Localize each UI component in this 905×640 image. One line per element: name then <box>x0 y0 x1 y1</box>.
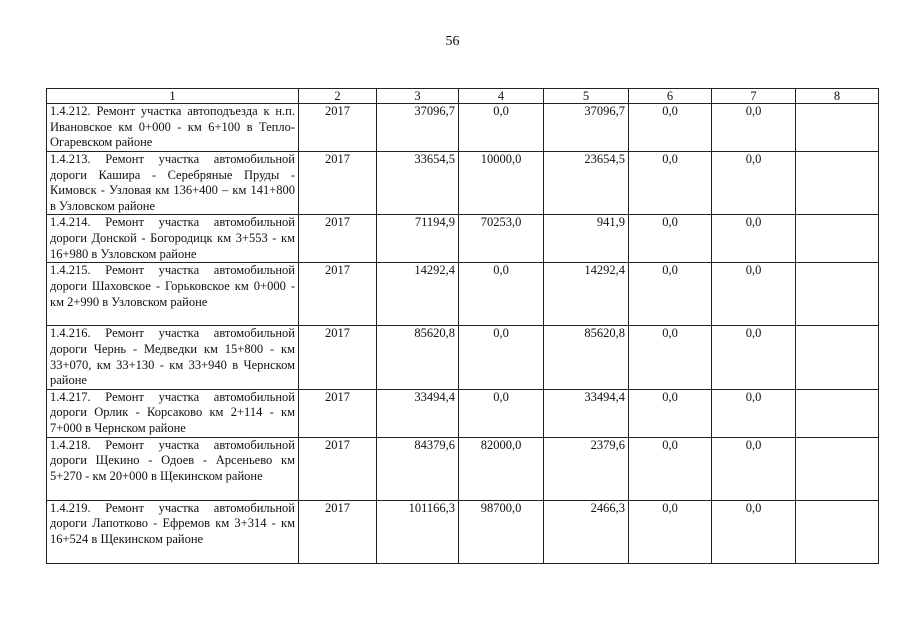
row-col-3: 33494,4 <box>377 389 459 437</box>
row-col-6: 0,0 <box>629 437 712 500</box>
row-description: 1.4.214. Ремонт участка автомобильной дороги Донской - Богородицк км 3+553 - км 16+980 в Узловском районе <box>47 215 299 263</box>
row-col-6: 0,0 <box>629 263 712 326</box>
row-col-8 <box>796 104 879 152</box>
row-description: 1.4.215. Ремонт участка автомобильной дороги Шаховское - Горьковское км 0+000 - км 2+990 в Узловском районе <box>47 263 299 326</box>
table-row <box>47 389 879 437</box>
row-year: 2017 <box>299 326 377 389</box>
row-year: 2017 <box>299 215 377 263</box>
row-col-7: 0,0 <box>712 389 796 437</box>
table-row <box>47 500 879 563</box>
row-col-3: 101166,3 <box>377 500 459 563</box>
row-col-8 <box>796 500 879 563</box>
table-row <box>47 326 879 389</box>
row-col-7: 0,0 <box>712 263 796 326</box>
row-col-4: 0,0 <box>459 389 544 437</box>
row-col-3: 84379,6 <box>377 437 459 500</box>
column-header: 8 <box>796 89 879 104</box>
page-number: 56 <box>445 34 460 49</box>
column-header: 3 <box>377 89 459 104</box>
table-header-row <box>47 89 879 104</box>
row-col-3: 85620,8 <box>377 326 459 389</box>
row-col-5: 2379,6 <box>544 437 629 500</box>
row-col-3: 14292,4 <box>377 263 459 326</box>
row-col-8 <box>796 263 879 326</box>
column-header: 7 <box>712 89 796 104</box>
row-description: 1.4.219. Ремонт участка автомобильной дороги Лапотково - Ефремов км 3+314 - км 16+524 в Щекинском районе <box>47 500 299 563</box>
row-year: 2017 <box>299 500 377 563</box>
row-col-8 <box>796 215 879 263</box>
column-header: 6 <box>629 89 712 104</box>
table-row <box>47 152 879 215</box>
row-col-6: 0,0 <box>629 215 712 263</box>
table-row <box>47 263 879 326</box>
column-header: 4 <box>459 89 544 104</box>
row-year: 2017 <box>299 104 377 152</box>
row-col-4: 0,0 <box>459 263 544 326</box>
row-col-4: 0,0 <box>459 104 544 152</box>
row-col-8 <box>796 389 879 437</box>
row-col-5: 33494,4 <box>544 389 629 437</box>
row-col-4: 0,0 <box>459 326 544 389</box>
column-header: 1 <box>47 89 299 104</box>
table-row <box>47 215 879 263</box>
row-col-6: 0,0 <box>629 104 712 152</box>
row-description: 1.4.218. Ремонт участка автомобильной дороги Щекино - Одоев - Арсеньево км 5+270 - км 20+000 в Щекинском районе <box>47 437 299 500</box>
row-col-5: 14292,4 <box>544 263 629 326</box>
budget-table <box>46 88 879 564</box>
row-description: 1.4.212. Ремонт участка автоподъезда к н.п. Ивановское км 0+000 - км 6+100 в Тепло-Огаревском районе <box>47 104 299 152</box>
row-col-5: 941,9 <box>544 215 629 263</box>
table-row <box>47 104 879 152</box>
row-year: 2017 <box>299 389 377 437</box>
row-col-5: 23654,5 <box>544 152 629 215</box>
row-year: 2017 <box>299 263 377 326</box>
row-col-6: 0,0 <box>629 500 712 563</box>
row-col-6: 0,0 <box>629 389 712 437</box>
column-header: 2 <box>299 89 377 104</box>
row-col-7: 0,0 <box>712 500 796 563</box>
row-col-6: 0,0 <box>629 326 712 389</box>
column-header: 5 <box>544 89 629 104</box>
row-col-8 <box>796 437 879 500</box>
row-col-8 <box>796 326 879 389</box>
row-col-4: 82000,0 <box>459 437 544 500</box>
row-year: 2017 <box>299 437 377 500</box>
row-col-7: 0,0 <box>712 437 796 500</box>
table-row <box>47 437 879 500</box>
row-col-5: 85620,8 <box>544 326 629 389</box>
row-col-3: 33654,5 <box>377 152 459 215</box>
row-col-7: 0,0 <box>712 215 796 263</box>
row-col-7: 0,0 <box>712 152 796 215</box>
row-col-3: 71194,9 <box>377 215 459 263</box>
row-description: 1.4.216. Ремонт участка автомобильной дороги Чернь - Медведки км 15+800 - км 33+070, км 33+130 - км 33+940 в Чернском районе <box>47 326 299 389</box>
row-year: 2017 <box>299 152 377 215</box>
row-col-7: 0,0 <box>712 326 796 389</box>
row-col-4: 98700,0 <box>459 500 544 563</box>
row-col-5: 2466,3 <box>544 500 629 563</box>
row-col-8 <box>796 152 879 215</box>
row-col-6: 0,0 <box>629 152 712 215</box>
row-col-3: 37096,7 <box>377 104 459 152</box>
row-description: 1.4.217. Ремонт участка автомобильной дороги Орлик - Корсаково км 2+114 - км 7+000 в Чернском районе <box>47 389 299 437</box>
row-col-4: 10000,0 <box>459 152 544 215</box>
row-col-7: 0,0 <box>712 104 796 152</box>
row-col-4: 70253,0 <box>459 215 544 263</box>
row-description: 1.4.213. Ремонт участка автомобильной дороги Кашира - Серебряные Пруды - Кимовск - Узловая км 136+400 – км 141+800 в Узловском районе <box>47 152 299 215</box>
row-col-5: 37096,7 <box>544 104 629 152</box>
